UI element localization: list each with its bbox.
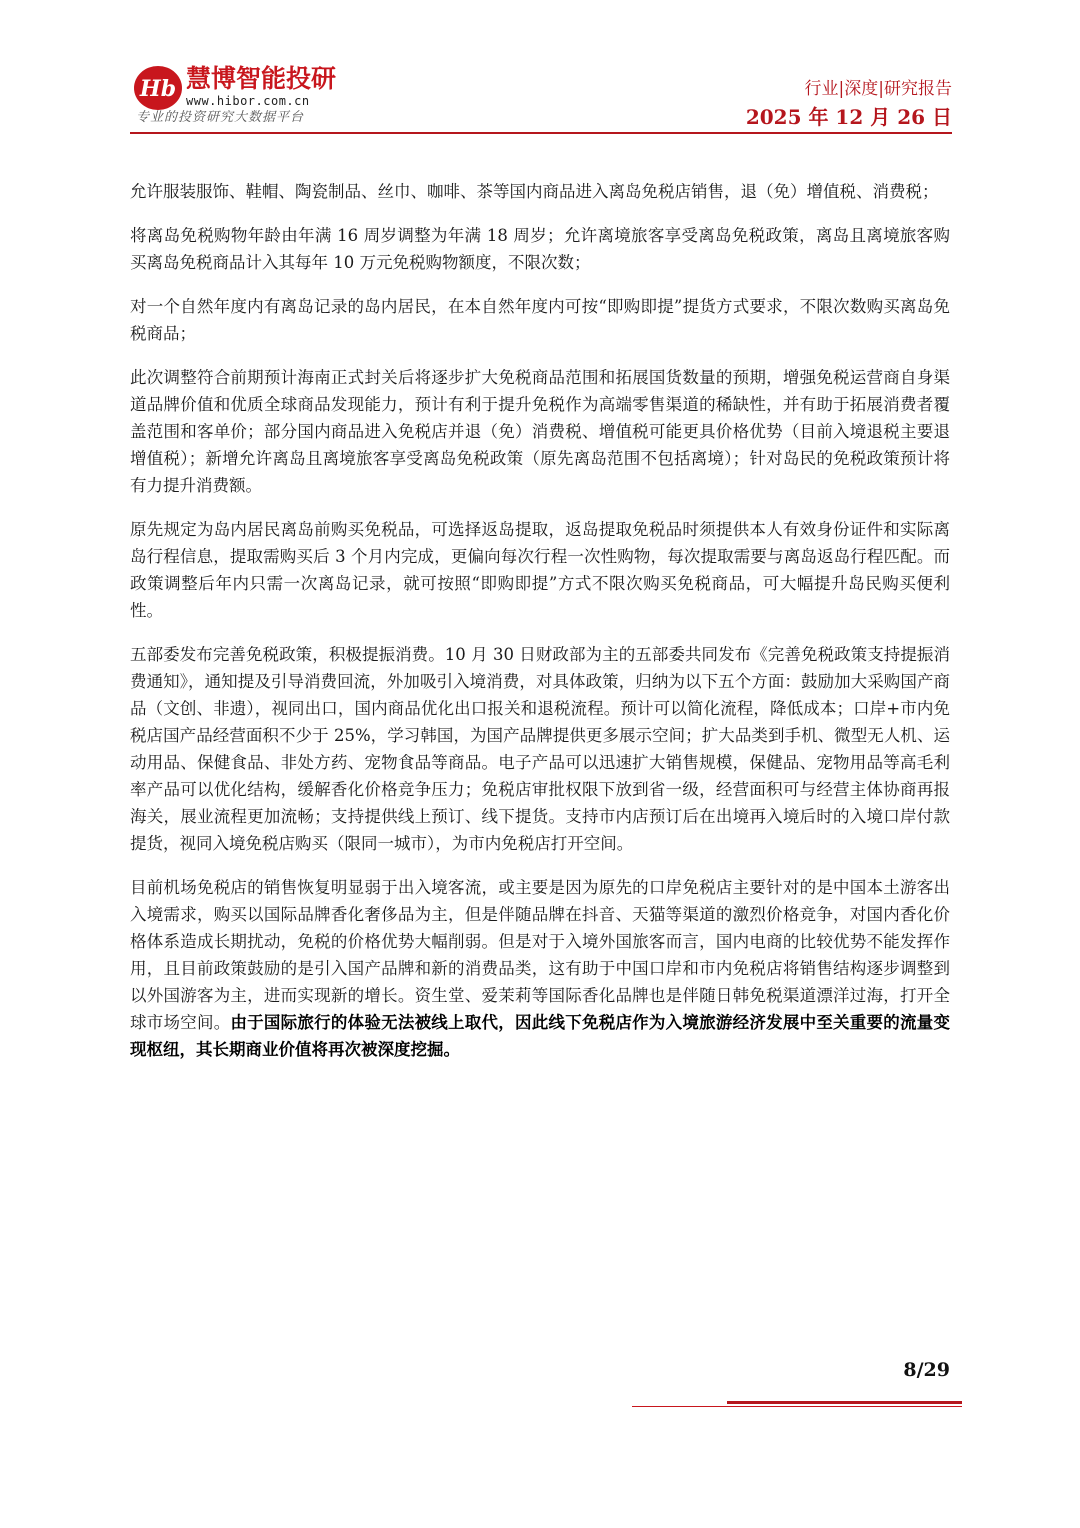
page-header	[130, 62, 952, 134]
footer-divider-thick	[727, 1401, 962, 1404]
paragraph: 允许服装服饰、鞋帽、陶瓷制品、丝巾、咖啡、茶等国内商品进入离岛免税店销售，退（免）增值税、消费税；	[130, 182, 939, 201]
footer-divider-thin	[632, 1406, 962, 1407]
header-divider	[130, 132, 952, 134]
paragraph-text: 目前机场免税店的销售恢复明显弱于出入境客流，或主要是因为原先的口岸免税店主要针对的是中国本土游客出入境需求，购买以国际品牌香化奢侈品为主，但是伴随品牌在抖音、天猫等渠道的激烈价格竞争，对国内香化价格体系造成长期扰动，免税的价格优势大幅削弱。但是对于入境外国旅客而言，国内电商的比较优势不能发挥作用，且目前政策鼓励的是引入国产品牌和新的消费品类，这有助于中国口岸和市内免税店将销售结构逐步调整到以外国游客为主，进而实现新的增长。资生堂、爱茉莉等国际香化品牌也是伴随日韩免税渠道漂洋过海，打开全球市场空间。	[130, 878, 950, 1032]
bold-conclusion: 由于国际旅行的体验无法被线上取代，因此线下免税店作为入境旅游经济发展中至关重要的流量变现枢纽，其长期商业价值将再次被深度挖掘。	[130, 1013, 950, 1059]
paragraph: 原先规定为岛内居民离岛前购买免税品，可选择返岛提取，返岛提取免税品时须提供本人有效身份证件和实际离岛行程信息，提取需购买后 3 个月内完成，更偏向每次行程一次性购物，每次提取需要与离岛返岛行程匹配。而政策调整后年内只需一次离岛记录，就可按照“即购即提”方式不限次购买免税商品，可大幅提升岛民购买便利性。	[130, 520, 950, 620]
paragraph: 此次调整符合前期预计海南正式封关后将逐步扩大免税商品范围和拓展国货数量的预期，增强免税运营商自身渠道品牌价值和优质全球商品发现能力，预计有利于提升免税作为高端零售渠道的稀缺性，并有助于拓展消费者覆盖范围和客单价；部分国内商品进入免税店并退（免）消费税、增值税可能更具价格优势（目前入境退税主要退增值税）；新增允许离岛且离境旅客享受离岛免税政策（原先离岛范围不包括离境）；针对岛民的免税政策预计将有力提升消费额。	[130, 368, 950, 495]
paragraph: 将离岛免税购物年龄由年满 16 周岁调整为年满 18 周岁；允许离境旅客享受离岛免税政策，离岛且离境旅客购买离岛免税商品计入其每年 10 万元免税购物额度，不限次数；	[130, 226, 950, 272]
paragraph: 五部委发布完善免税政策，积极提振消费。10 月 30 日财政部为主的五部委共同发布《完善免税政策支持提振消费通知》，通知提及引导消费回流，外加吸引入境消费，对具体政策，归纳为以下五个方面：鼓励加大采购国产商品（文创、非遗），视同出口，国内商品优化出口报关和退税流程。预计可以简化流程，降低成本；口岸+市内免税店国产品经营面积不少于 25%，学习韩国，为国产品牌提供更多展示空间；扩大品类到手机、微型无人机、运动用品、保健食品、非处方药、宠物食品等商品。电子产品可以迅速扩大销售规模，保健品、宠物用品等高毛利率产品可以优化结构，缓解香化价格竞争压力；免税店审批权限下放到省一级，经营面积可与经营主体协商再报海关，展业流程更加流畅；支持提供线上预订、线下提货。支持市内店预订后在出境再入境后时的入境口岸付款提货，视同入境免税店购买（限同一城市），为市内免税店打开空间。	[130, 645, 950, 853]
paragraph-with-conclusion	[130, 874, 950, 1063]
report-type-label: 行业|深度|研究报告	[804, 79, 952, 99]
hibor-logo-icon	[133, 65, 183, 111]
logo-url: www.hibor.com.cn	[186, 94, 310, 108]
logo-brand-name: 慧博智能投研	[186, 64, 337, 93]
report-date: 2025 年 12 月 26 日	[745, 105, 952, 129]
svg-text:Hb: Hb	[139, 76, 177, 102]
logo-slogan: 专业的投资研究大数据平台	[136, 110, 305, 125]
paragraph: 对一个自然年度内有离岛记录的岛内居民，在本自然年度内可按“即购即提”提货方式要求，不限次数购买离岛免税商品；	[130, 297, 950, 343]
page-number: 8/29	[903, 1359, 950, 1381]
report-body	[130, 178, 950, 1080]
